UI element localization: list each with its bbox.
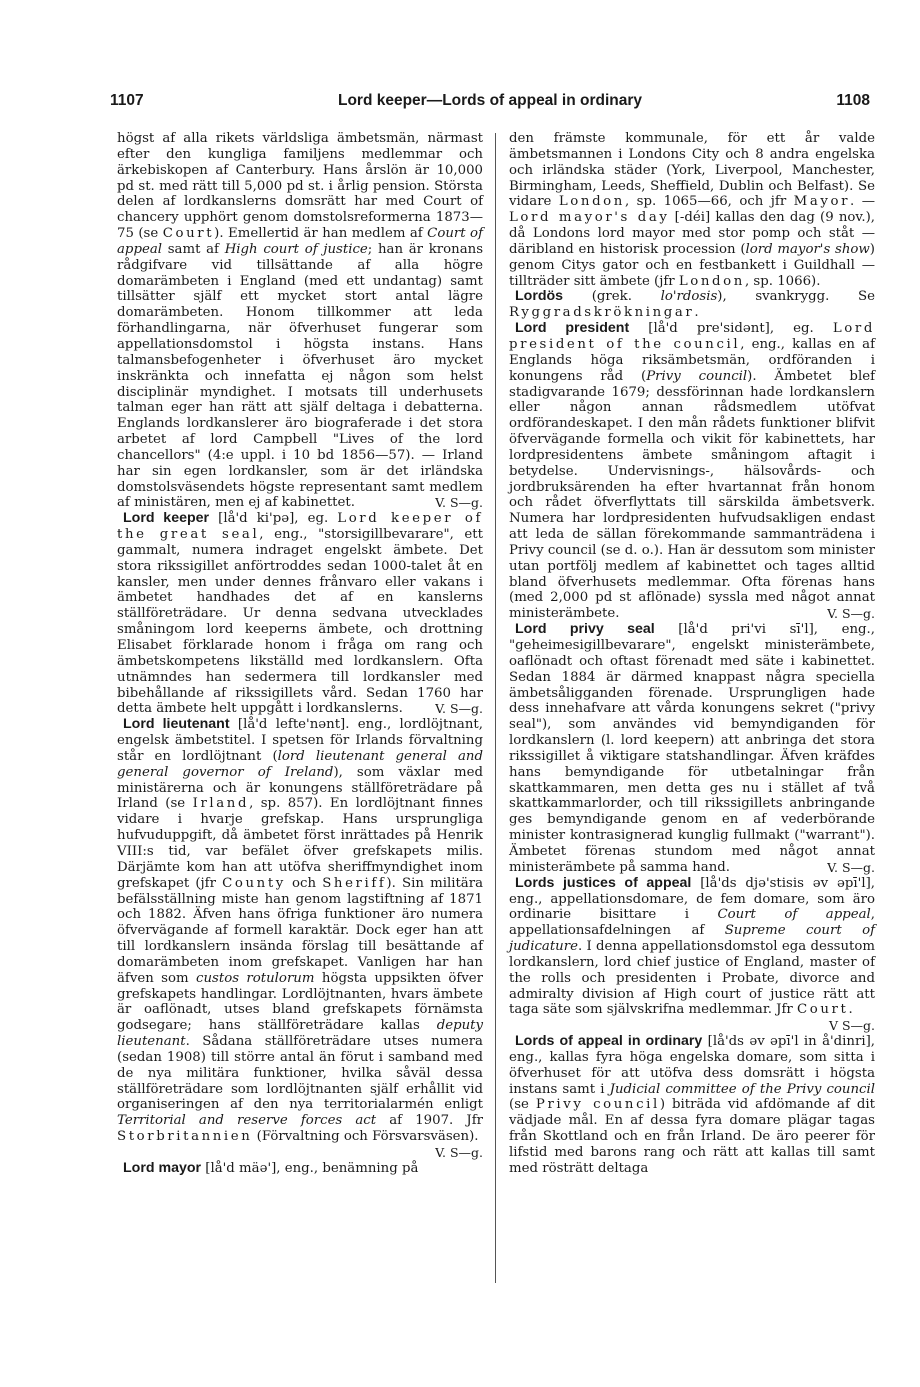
article-text: [lå'ds djə'stisis əv əpī'l], eng., appellationsdomare, de fem domare, som äro ordinarie bisittare i Court of appeal, appellationsafdelningen af Supreme court of judicature. I denna appellationsdomstol ega dessutom lordkanslern, lord chief justice of England, master of the rolls och presidenten i Probate, divorce and admiralty division af High court of justice rätt att taga säte som självskrifna medlemmar. Jfr Court. — [509, 875, 875, 1018]
headword: Lordös — [515, 288, 564, 305]
article-text: den främste kommunale, för ett år valde ämbetsmannen i Londons City och 8 andra engelska och irländska städer (York, Liverpool, Manchester, Birmingham, Leeds, Sheffield, Dublin och Belfast). Se vidare London, sp. 1065—66, och jfr Mayor. — Lord mayor's day [-déi] kallas den dag (9 nov.), då Londons lord mayor med stor pomp och ståt — däribland en historisk procession (lord mayor's show) genom Citys gator och en festbankett i Guildhall — tillträder sitt ämbete (jfr London, sp. 1066). — [509, 131, 876, 289]
author-signature: V. S—g. — [827, 606, 875, 622]
article-text: högst af alla rikets världsliga ämbetsmän, närmast efter den kungliga familjens medlemmar och ärkebiskopen af Canterbury. Hans årslön är 10,000 pd st. med rätt till 5,000 pd st. i årlig pension. Största delen af lordkanslerns domsrätt har med Court of chancery upphört genom domstolsreformerna 1873—75 (se Court). Emellertid är han medlem af Court of appeal samt af High court of justice; han är kronans rådgifvare vid tillsättande af alla högre domarämbeten i England (med ett undantag) samt tillsätter själf ett mycket stort antal lägre domarämbeten. Honom tillkommer att leda förhandlingarna, när öfverhuset fungerar som appellationsdomstol i högsta instans. Hans talmansbefogenheter i öfverhuset äro mycket inskränkta och innefatta ej någon som helst disciplinär myndighet. I motsats till underhusets talman eger han rätt att själf deltaga i debatterna. Englands lordkanslerer äro biograferade i det stora arbetet af lord Campbell "Lives of the lord chancellors" (4:e uppl. i 10 bd 1856—57). — Irland har sin egen lordkansler, som är det irländska domstolsväsendets högste representant samt medlem af ministären, men ej af kabinettet. — [117, 131, 484, 511]
running-header — [110, 92, 870, 116]
article-text: (grek. lo'rdosis), svankrygg. Se Ryggradskrökningar. — [509, 289, 875, 321]
headword: Lord privy seal — [515, 621, 655, 638]
author-signature: V. S—g. — [827, 859, 875, 875]
right-column — [509, 131, 875, 1177]
author-signature: V. S—g. — [435, 1145, 483, 1160]
article-entry — [117, 511, 483, 717]
headword: Lord keeper — [123, 510, 210, 527]
left-page-number: 1107 — [110, 92, 144, 109]
article-entry — [509, 131, 875, 289]
headword: Lord president — [515, 320, 630, 337]
left-column — [117, 131, 483, 1177]
article-text: [lå'd lefte'nənt]. eng., lordlöjtnant, engelsk ämbetstitel. I spetsen för Irlands förvaltning står en lordlöjtnant (lord lieutenant general and general governor of Ireland), som växlar med ministärerna och är konungens ställföreträdare på Irland (se Irland, sp. 857). En lordlöjtnant finnes vidare i hvarje grefskap. Hans ursprungliga hufvuduppgift, då ämbetet först inrättades på Henrik VIII:s tid, var befälet öfver grefskapets milis. Därjämte kom han att utöfva sheriffmyndighet inom grefskapet (jfr County och Sheriff). Sin militära befälsställning miste han genom lagstiftning af 1871 och 1882. Äfven hans öfriga funktioner äro numera öfvervägande af formell karaktär. Dock eger han att till lordkanslern insända förslag till besättande af domarämbeten inom grefskapet. Vanligen har han äfven som custos rotulorum högsta uppsikten öfver grefskapets handlingar. Lordlöjtnanten, hvars ämbete är oaflönadt, utses bland grefskapets förnämsta godsegare; hans ställföreträdare kallas deputy lieutenant. Sådana ställföreträdare utses numera (sedan 1908) till större antal än förut i samband med de nya militära funktioner, hvilka såväl dessa ställföreträdare som lordlöjtnanten själf erhållit vid organiseringen af den nya territorialarmén enligt Territorial and reserve forces act af 1907. Jfr Storbritannien (Förvaltning och Försvarsväsen). — [117, 717, 484, 1145]
author-signature: V. S—g. — [435, 701, 483, 717]
author-signature: V. S—g. — [435, 495, 483, 511]
headword: Lord mayor — [123, 1159, 202, 1176]
author-signature: V S—g. — [828, 1018, 875, 1034]
article-entry — [117, 131, 483, 511]
article-text: [lå'ds əv əpī'l in å'dinri], eng., kallas fyra höga engelska domare, som sitta i öfverhuset för att utöfva dess domsrätt i högsta instans samt i Judicial committee of the Privy council (se Privy council) biträda vid afdömande af dit vädjade mål. En af dessa fyra domare plägar tagas från Skottland och en från Irland. De äro peerer för lifstid med barons rang och rätt att kallas till samt med rösträtt deltaga — [509, 1034, 876, 1176]
running-title: Lord keeper—Lords of appeal in ordinary — [337, 92, 643, 109]
article-entry — [117, 1161, 483, 1177]
article-text: [lå'd mäə'], eng., benämning på — [201, 1160, 419, 1176]
right-page-number: 1108 — [836, 92, 870, 109]
headword: Lord lieutenant — [123, 716, 230, 733]
article-entry — [117, 717, 483, 1161]
article-entry — [509, 876, 875, 1034]
article-entry — [509, 1034, 875, 1177]
headword: Lords of appeal in ordinary — [515, 1033, 703, 1050]
article-entry — [509, 289, 875, 321]
article-text: [lå'd pre'sidənt], eg. Lord president of the council, eng., kallas en af Englands höga riksämbetsmän, ordföranden i konungens råd (Privy council). Ämbetet blef stadigvarande 1679; dessförinnan hade lordkanslern eller någon annan rådsmedlem utöfvat ordförandeskapet. I den mån rådets funktioner blifvit öfvervägande formella och vikit för kabinettets, har lordpresidentens ämbete småningom aftagit i betydelse. Undervisnings-, hälsovårds- och jordbruksärenden ha efter hvartannat från honom och rådet öfverflyttats till särskilda ämbetsverk. Numera har lordpresidenten hufvudsakligen endast att leda de sällan förekommande sammanträdena i Privy council (se d. o.). Han är dessutom som minister utan portfölj medlem af kabinettet och tages alltid bland öfverhusets medlemmar. Ofta förenas hans (med 2,000 pd st aflönade) syssla med något annat ministerämbete. — [509, 321, 875, 622]
column-divider — [495, 133, 496, 1283]
headword: Lords justices of appeal — [515, 874, 692, 891]
article-text: [lå'd ki'pə], eg. Lord keeper of the great seal, eng., "storsigillbevarare", ett gammalt, numera indraget engelskt ämbete. Det stora rikssigillet anförtroddes sedan 1000-talet åt en kansler, men under dennes frånvaro eller vakans i ämbetet handhades det af en kanslerns ställföreträdare. Ur denna sedvana utvecklades småningom lord keeperns ämbete, och drottning Elisabet förklarade honom i fråga om rang och ämbetskompetens likställd med lordkanslern. Ofta utnämndes han sedermera till lordkansler med bibehållande af rikssigillets vård. Sedan 1760 har detta ämbete helt uppgått i lordkanslerns. — [117, 511, 483, 717]
article-entry — [509, 622, 875, 876]
article-text: [lå'd pri'vi sī'l], eng., "geheimesigillbevarare", engelskt ministerämbete, oaflönadt och oftast förenadt med säte i kabinettet. Sedan 1884 är därmed knappast några speciella ämbetsåligganden förenade. Ursprungligen hade dess innehafvare att vårda konungens sekret ("privy seal"), som användes vid bemyndiganden för lordkanslern (l. lord keepern) att anbringa det stora rikssigillet å viktigare statshandlingar. Äfven kräfdes hans bemyndigande för utbetalningar från skattkammaren, men detta ges nu i stället af två skattkammarlorder, och till rikssigillets anbringande ges bemyndigande genom en af vederbörande minister kontrasignerad kunglig fullmakt ("warrant"). Ämbetet förenas stundom med något annat ministerämbete på samma hand. — [509, 622, 875, 875]
article-entry — [509, 321, 875, 622]
